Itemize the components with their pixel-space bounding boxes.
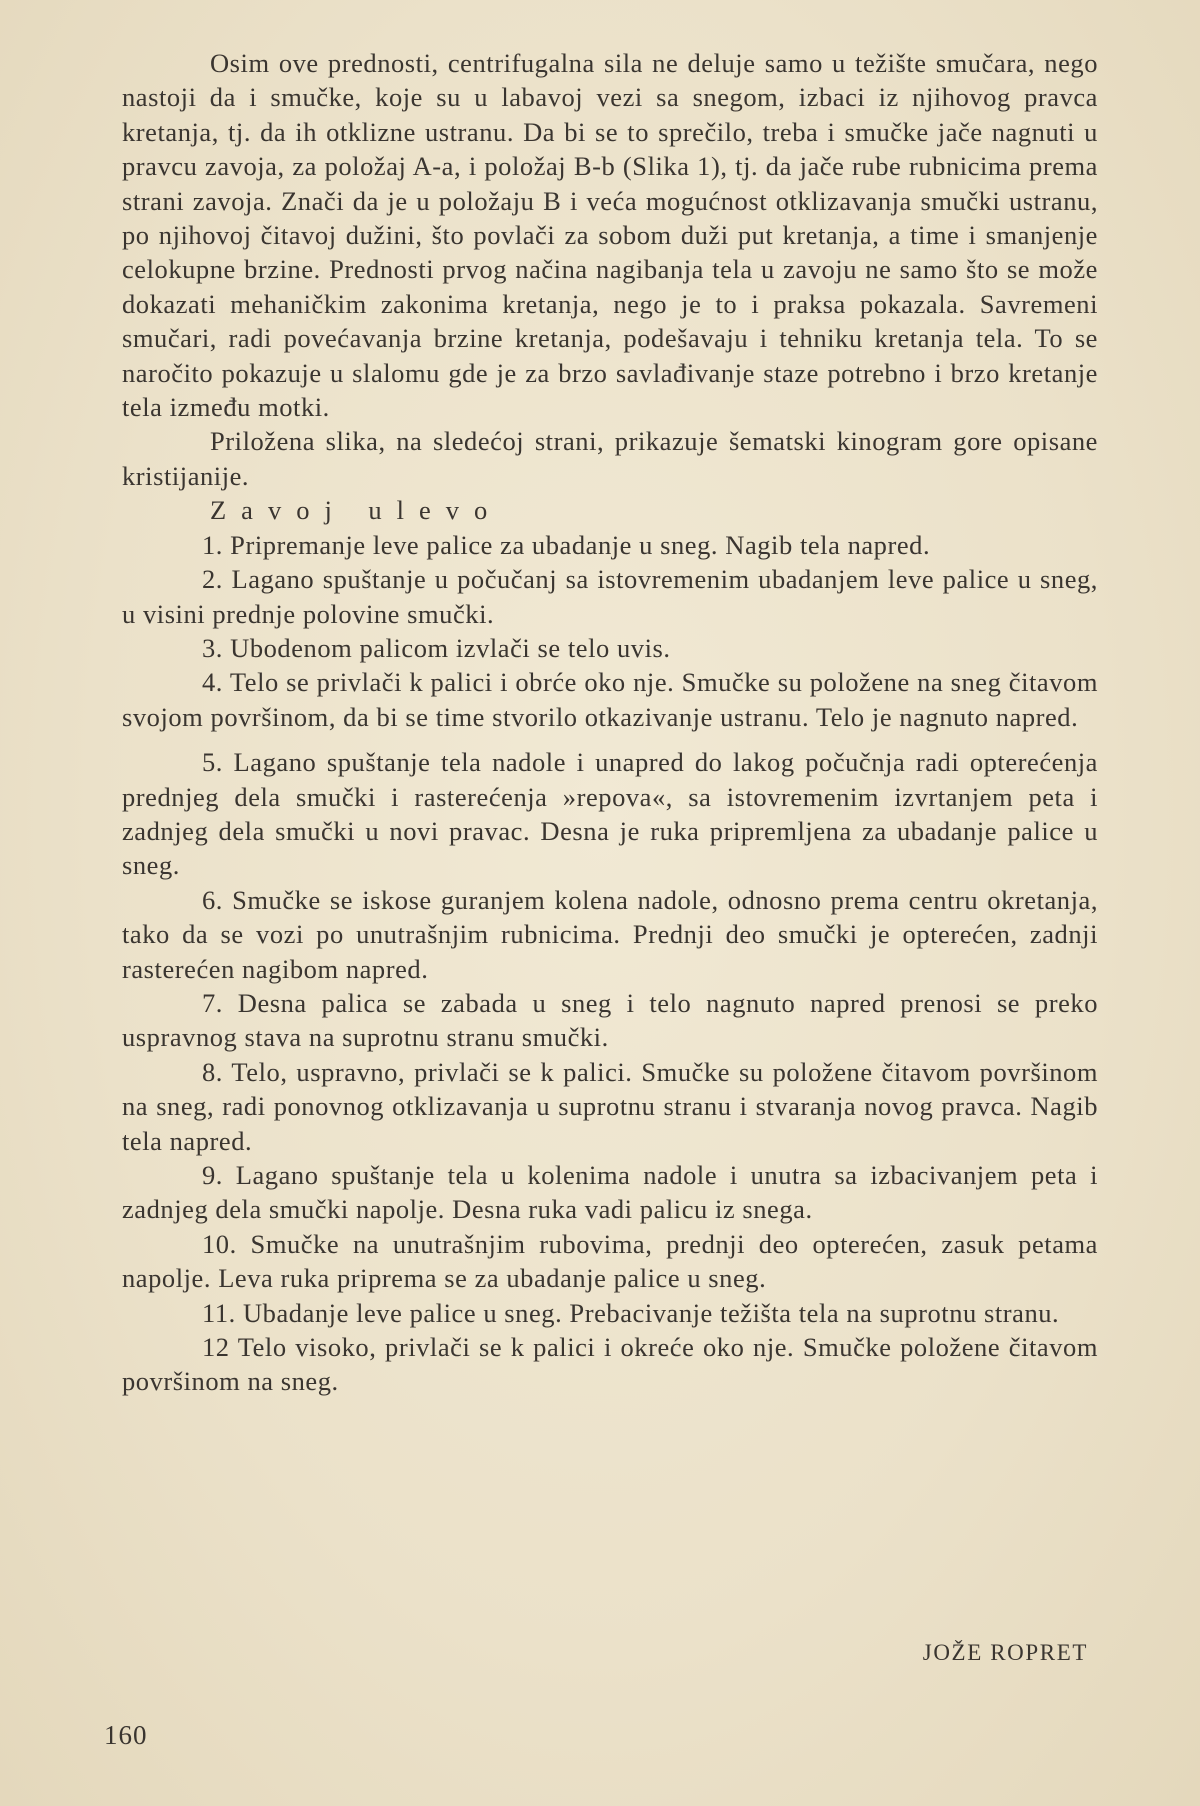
- list-item: 3. Ubodenom palicom izvlači se telo uvis.: [202, 632, 671, 663]
- page-number: 160: [104, 1720, 148, 1750]
- body-text: [122, 46, 1098, 1399]
- section-heading: Zavoj ulevo: [210, 495, 503, 526]
- author-signature: JOŽE ROPRET: [922, 1640, 1088, 1665]
- list-item: 7. Desna palica se zabada u sneg i telo nagnuto napred prenosi se preko uspravnog stava na suprotnu stranu smučki.: [122, 987, 1098, 1053]
- list-item: 5. Lagano spuštanje tela nadole i unapred do lakog počučnja radi opterećenja prednjeg dela smučki i rasterećenja »repova«, sa istovremenim izvrtanjem peta i zadnjeg dela smučki u novi pravac. Desna je ruka pripremljena za ubadanje palice u sneg.: [122, 747, 1098, 881]
- list-item: 8. Telo, uspravno, privlači se k palici. Smučke su položene čitavom površinom na sneg, radi ponovnog otklizavanja u suprotnu stranu i stvaranja novog pravca. Nagib tela napred.: [122, 1056, 1098, 1156]
- list-item: 2. Lagano spuštanje u počučanj sa istovremenim ubadanjem leve palice u sneg, u visini prednje polovine smučki.: [122, 564, 1098, 629]
- list-item: 4. Telo se privlači k palici i obrće oko nje. Smučke su položene na sneg čitavom svojom površinom, da bi se time stvorilo otkazivanje ustranu. Telo je nagnuto napred.: [122, 667, 1098, 732]
- paragraph-centrifugal-force: Osim ove prednosti, centrifugalna sila ne deluje samo u težište smučara, nego nastoji da i smučke, koje su u labavoj vezi sa snegom, izbaci iz njihovog pravca kretanja, tj. da ih otklizne ustranu. Da bi se to sprečilo, treba i smučke jače nagnuti u pravcu zavoja, za položaj A-a, i položaj B-b (Slika 1), tj. da jače rube rubnicima prema strani zavoja. Znači da je u položaju B i veća mogućnost otklizavanja smučki ustranu, po njihovoj čitavoj dužini, što povlači za sobom duži put kretanja, a time i smanjenje celokupne brzine. Prednosti prvog načina nagibanja tela u zavoju ne samo što se može dokazati mehaničkim zakonima kretanja, nego je to i praksa pokazala. Savremeni smučari, radi povećavanja brzine kretanja, podešavaju i tehniku kretanja tela. To se naročito pokazuje u slalomu gde je za brzo savlađivanje staze potrebno i brzo kretanje tela između motki.: [122, 48, 1098, 423]
- paragraph-kinogram-note: Priložena slika, na sledećoj strani, prikazuje šematski kinogram gore opisane kristijanije.: [122, 426, 1098, 491]
- list-item: 9. Lagano spuštanje tela u kolenima nadole i unutra sa izbacivanjem peta i zadnjeg dela smučki napolje. Desna ruka vadi palicu iz snega.: [122, 1160, 1098, 1225]
- list-item: 12 Telo visoko, privlači se k palici i okreće oko nje. Smučke položene čitavom površinom na sneg.: [122, 1332, 1098, 1397]
- list-item: 11. Ubadanje leve palice u sneg. Prebacivanje težišta tela na suprotnu stranu.: [202, 1297, 1060, 1328]
- list-item: 10. Smučke na unutrašnjim rubovima, prednji deo opterećen, zasuk petama napolje. Leva ruka priprema se za ubadanje palice u sneg.: [122, 1228, 1098, 1294]
- list-item: 6. Smučke se iskose guranjem kolena nadole, odnosno prema centru okretanja, tako da se vozi po unutrašnjim rubnicima. Prednji deo smučki je opterećen, zadnji rasterećen nagibom napred.: [122, 884, 1098, 984]
- list-item: 1. Pripremanje leve palice za ubadanje u sneg. Nagib tela napred.: [202, 529, 931, 560]
